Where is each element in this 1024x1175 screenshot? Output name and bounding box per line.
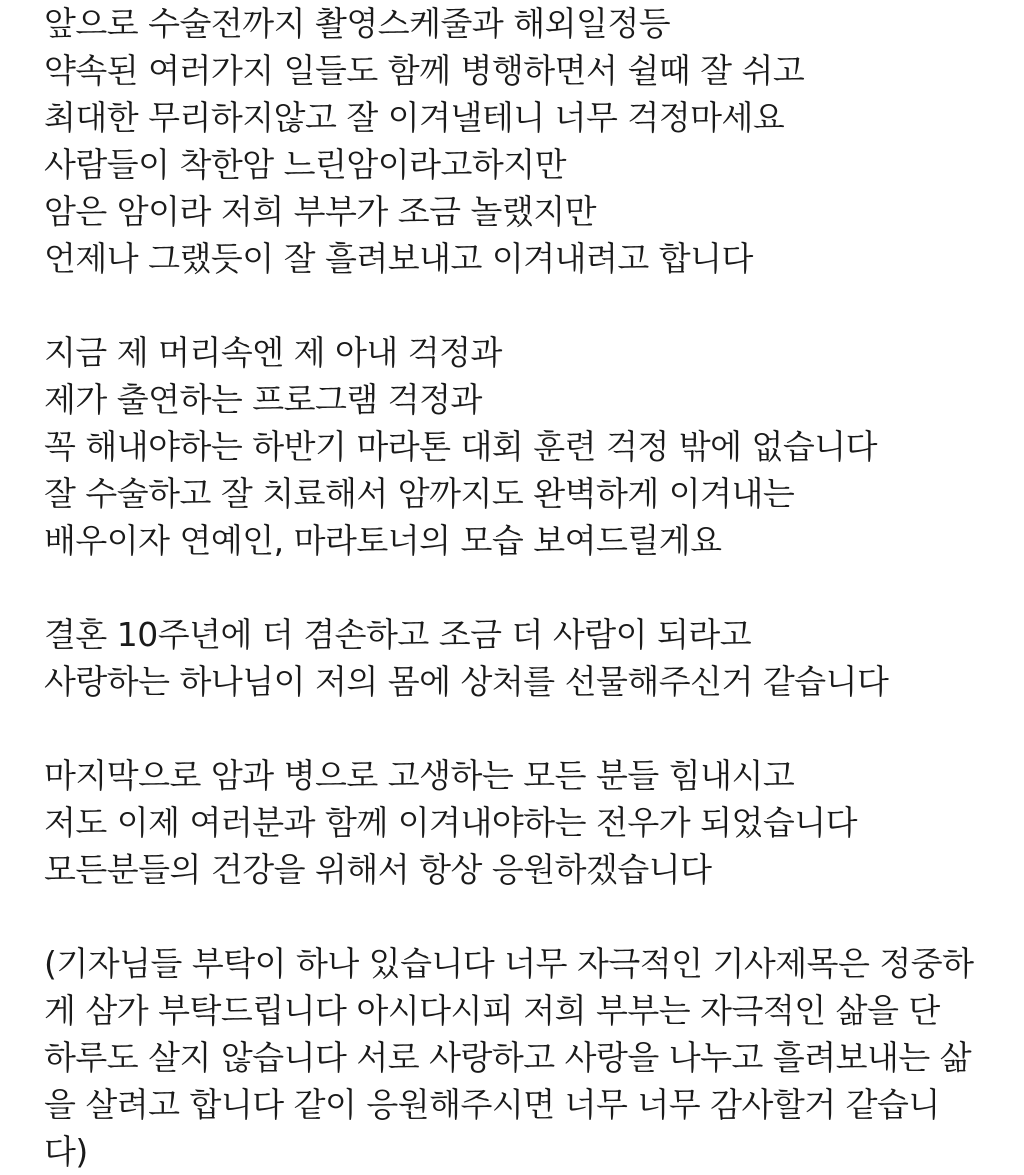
paragraph-spacer [44, 893, 994, 940]
text-line: 지금 제 머리속엔 제 아내 걱정과 [44, 333, 502, 372]
text-line: 마지막으로 암과 병으로 고생하는 모든 분들 힘내시고 [44, 756, 795, 795]
text-line: 앞으로 수술전까지 촬영스케줄과 해외일정등 [44, 4, 671, 43]
text-line: (기자님들 부탁이 하나 있습니다 너무 자극적인 기사제목은 정중하 [44, 944, 974, 983]
text-line: 모든분들의 건강을 위해서 항상 응원하겠습니다 [44, 850, 712, 889]
paragraph-anniversary [44, 611, 994, 705]
paragraph-spacer [44, 564, 994, 611]
text-line: 언제나 그랬듯이 잘 흘려보내고 이겨내려고 합니다 [44, 239, 753, 278]
text-line: 결혼 10주년에 더 겸손하고 조금 더 사람이 되라고 [44, 615, 752, 654]
text-line: 게 삼가 부탁드립니다 아시다시피 저희 부부는 자극적인 삶을 단 [44, 991, 940, 1030]
text-line: 제가 출연하는 프로그램 걱정과 [44, 380, 482, 419]
paragraph-request-to-reporters [44, 940, 994, 1175]
text-line: 잘 수술하고 잘 치료해서 암까지도 완벽하게 이겨내는 [44, 474, 795, 513]
paragraph-spacer [44, 705, 994, 752]
text-line: 배우이자 연예인, 마라토너의 모습 보여드릴게요 [44, 521, 722, 560]
text-line: 약속된 여러가지 일들도 함께 병행하면서 쉴때 잘 쉬고 [44, 51, 805, 90]
text-line: 꼭 해내야하는 하반기 마라톤 대회 훈련 걱정 밖에 없습니다 [44, 427, 877, 466]
text-line: 사랑하는 하나님이 저의 몸에 상처를 선물해주신거 같습니다 [44, 662, 889, 701]
text-line: 사람들이 착한암 느린암이라고하지만 [44, 145, 567, 184]
paragraph-encouragement [44, 752, 994, 893]
text-line: 하루도 살지 않습니다 서로 사랑하고 사랑을 나누고 흘려보내는 삶 [44, 1038, 972, 1077]
paragraph-spacer [44, 282, 994, 329]
paragraph-worries [44, 329, 994, 564]
text-line: 다) [44, 1132, 88, 1171]
text-line: 을 살려고 합니다 같이 응원해주시면 너무 너무 감사할거 같습니 [44, 1085, 940, 1124]
paragraph-surgery-schedule [44, 0, 994, 282]
text-line: 암은 암이라 저희 부부가 조금 놀랬지만 [44, 192, 596, 231]
text-line: 저도 이제 여러분과 함께 이겨내야하는 전우가 되었습니다 [44, 803, 858, 842]
text-line: 최대한 무리하지않고 잘 이겨낼테니 너무 걱정마세요 [44, 98, 785, 137]
document-body [44, 0, 994, 1175]
